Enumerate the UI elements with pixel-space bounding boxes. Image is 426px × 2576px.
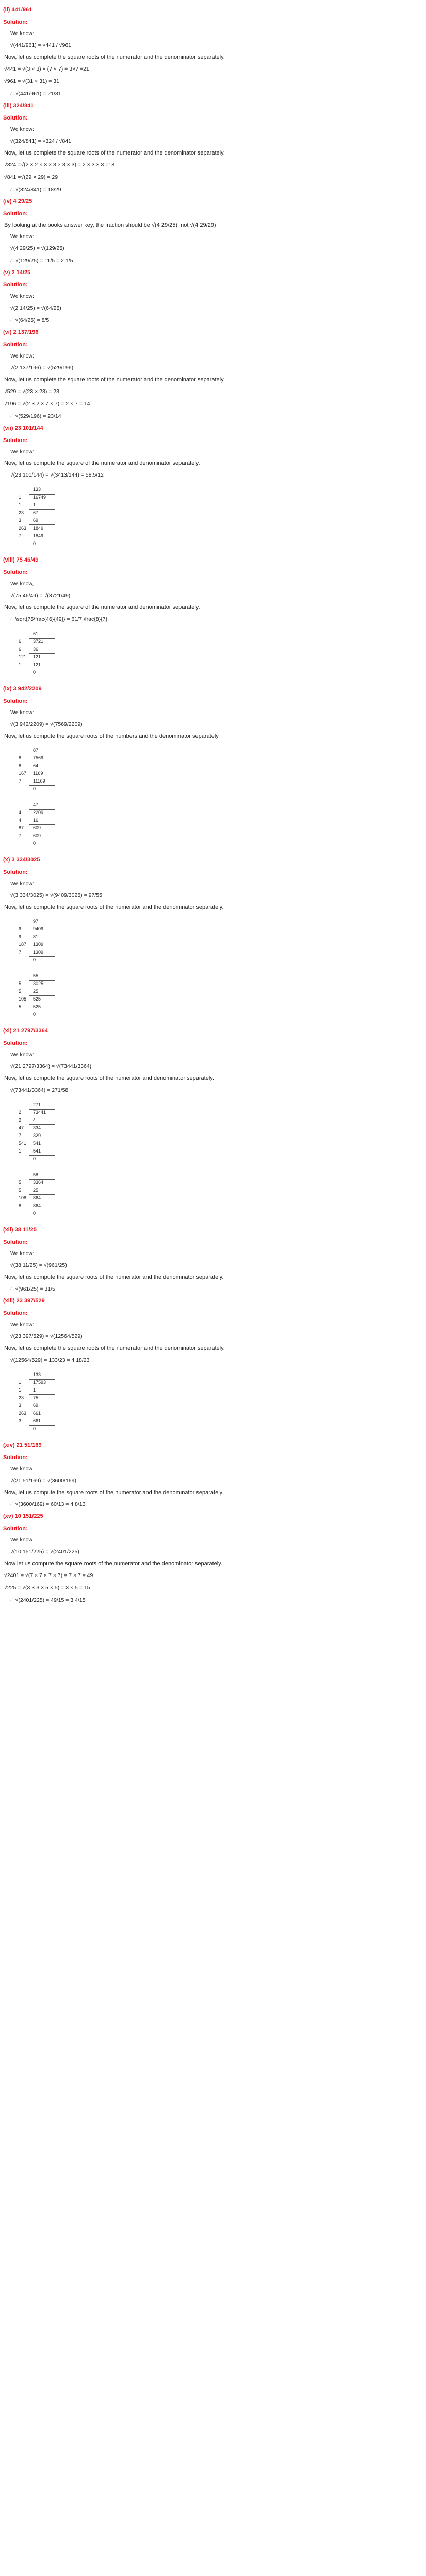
- math-step: √(12564/529) = 133/23 = 4 18/23: [10, 1357, 90, 1363]
- solution-heading: Solution:: [3, 342, 28, 348]
- section-ii: [3, 6, 421, 98]
- division-work-value: 864: [33, 1195, 41, 1200]
- question-label: (ii) 441/961: [3, 7, 32, 13]
- intro-text: Now, let us compute the square roots of the numerator and the denominator separately.: [4, 904, 224, 910]
- math-result: ∴ √(961/25) = 31/5: [10, 1286, 55, 1292]
- solution-heading: Solution:: [3, 1310, 28, 1316]
- math-step: √(4 29/25) = √(129/25): [10, 245, 64, 251]
- division-divisor: 47: [19, 1125, 24, 1130]
- division-divisor: 541: [19, 1141, 27, 1146]
- we-know-text: We know,: [10, 581, 34, 587]
- section-iv: [3, 198, 421, 265]
- division-divisor: 7: [19, 533, 22, 538]
- question-label: (vi) 2 137/196: [3, 329, 39, 335]
- division-step-line: [29, 1194, 55, 1195]
- division-quotient: 58: [33, 1172, 39, 1177]
- math-result: ∴ √(441/961) = 21/31: [10, 91, 61, 97]
- we-know-text: We know:: [10, 1052, 34, 1058]
- division-divisor: 2: [19, 1117, 22, 1123]
- math-step: √(441/961) = √441 / √961: [10, 42, 71, 48]
- division-divisor: 1: [19, 1387, 22, 1393]
- division-divisor: 4: [19, 810, 22, 815]
- division-dividend: 7569: [33, 755, 44, 760]
- solution-heading: Solution:: [3, 211, 28, 217]
- section-xiv: [3, 1442, 421, 1509]
- division-divisor: 7: [19, 833, 22, 838]
- division-work-value: 69: [33, 1403, 39, 1408]
- math-step: √(73441/3364) = 271/58: [10, 1087, 69, 1093]
- division-quotient: 97: [33, 919, 39, 924]
- division-divisor: 7: [19, 778, 22, 784]
- division-quotient: 61: [33, 631, 39, 636]
- division-dividend: 9409: [33, 926, 44, 931]
- solution-heading: Solution:: [3, 1526, 28, 1532]
- math-step: √(21 51/169) = √(3600/169): [10, 1478, 76, 1484]
- division-divisor: 108: [19, 1195, 27, 1200]
- division-work-value: 0: [33, 1211, 36, 1216]
- question-label: (xiii) 23 397/529: [3, 1298, 45, 1304]
- question-label: (xv) 10 151/225: [3, 1513, 43, 1519]
- intro-text: Now, let us complete the square roots of the numerator and the denominator separately.: [4, 377, 225, 383]
- section-ix: [3, 685, 421, 853]
- intro-text: Now, let us compute the square roots of the numerator and the denominator separately.: [4, 1274, 224, 1280]
- division-divisor: 87: [19, 825, 24, 831]
- division-divisor: 7: [19, 1133, 22, 1138]
- we-know-text: We know:: [10, 293, 34, 299]
- section-x: [3, 856, 421, 1024]
- solution-heading: Solution:: [3, 698, 28, 704]
- division-work-value: 64: [33, 763, 39, 768]
- division-divisor: 3: [19, 518, 22, 523]
- division-work-value: 69: [33, 518, 39, 523]
- division-quotient: 47: [33, 802, 39, 807]
- intro-text: Now, let us compute the square roots of the numerator and the denominator separately.: [4, 1489, 224, 1496]
- division-work-value: 0: [33, 541, 36, 546]
- division-work-value: 25: [33, 1188, 39, 1193]
- division-work-value: 16: [33, 818, 39, 823]
- solution-heading: Solution:: [3, 115, 28, 121]
- division-step-line: [29, 524, 55, 525]
- division-quotient: 133: [33, 1372, 41, 1377]
- long-division-numerator: [18, 1103, 74, 1161]
- question-label: (ix) 3 942/2209: [3, 686, 42, 692]
- we-know-text: We know:: [10, 1321, 34, 1328]
- we-know-text: We know:: [10, 30, 34, 37]
- division-work-value: 329: [33, 1133, 41, 1138]
- math-line: √441 = √(3 × 3) × (7 × 7) = 3×7 =21: [4, 66, 89, 72]
- division-quotient: 55: [33, 973, 39, 978]
- division-divisor: 8: [19, 1203, 22, 1208]
- math-step: √(3 334/3025) = √(9409/3025) = 97/55: [10, 892, 102, 899]
- division-work-value: 1309: [33, 950, 44, 955]
- division-step-line: [29, 1425, 55, 1426]
- division-divisor: 3: [19, 1403, 22, 1408]
- division-work-value: 1: [33, 502, 36, 507]
- question-label: (viii) 75 46/49: [3, 557, 39, 563]
- division-divisor: 3: [19, 1418, 22, 1423]
- math-result: ∴ \sqrt{75\frac{46}{49}} = 61/7 \frac{8}{7}: [10, 616, 107, 622]
- intro-text: Now, let us compute the square of the numerator and denominator separately.: [4, 460, 200, 466]
- math-line: √961 = √(31 × 31) = 31: [4, 78, 59, 84]
- division-divisor: 5: [19, 1004, 22, 1009]
- division-step-line: [29, 995, 55, 996]
- solution-heading: Solution:: [3, 1239, 28, 1245]
- we-know-text: We know: [10, 1466, 32, 1472]
- intro-text: Now, let us compute the square roots of the numbers and the denominator separately.: [4, 733, 220, 739]
- division-step-line: [29, 509, 55, 510]
- division-work-value: 4: [33, 1117, 36, 1123]
- division-work-value: 36: [33, 647, 39, 652]
- division-divisor: 8: [19, 763, 22, 768]
- division-step-line: [29, 785, 55, 786]
- long-division-numerator: [18, 748, 74, 791]
- division-step-line: [29, 824, 55, 825]
- division-divisor: 1: [19, 1148, 22, 1154]
- long-division-denominator: [18, 803, 74, 845]
- question-label: (xiv) 21 51/169: [3, 1442, 42, 1448]
- division-work-value: 864: [33, 1203, 41, 1208]
- division-quotient: 87: [33, 748, 39, 753]
- division-dividend: 3721: [33, 639, 44, 644]
- division-divisor: 8: [19, 755, 22, 760]
- solution-heading: Solution:: [3, 869, 28, 875]
- division-divisor: 5: [19, 989, 22, 994]
- math-line: √225 = √(3 × 3 × 5 × 5) = 3 × 5 = 15: [4, 1585, 90, 1591]
- intro-text: By looking at the books answer key, the fraction should be √(4 29/25), not √(4 29/29): [4, 222, 216, 228]
- division-work-value: 525: [33, 1004, 41, 1009]
- division-work-value: 661: [33, 1411, 41, 1416]
- we-know-text: We know:: [10, 709, 34, 716]
- division-step-line: [29, 1394, 55, 1395]
- math-result: ∴ √(129/25) = 11/5 = 2 1/5: [10, 258, 73, 264]
- intro-text: Now let us compute the square roots of the numerator and the denominator separately.: [4, 1561, 222, 1567]
- question-label: (iv) 4 29/25: [3, 198, 32, 205]
- math-result: ∴ √(64/25) = 8/5: [10, 317, 50, 324]
- section-iii: [3, 102, 421, 194]
- division-work-value: 525: [33, 996, 41, 1002]
- division-step-line: [29, 1155, 55, 1156]
- we-know-text: We know:: [10, 880, 34, 887]
- we-know-text: We know:: [10, 1250, 34, 1257]
- section-xiii: [3, 1297, 421, 1438]
- division-work-value: 609: [33, 833, 41, 838]
- math-step: √(23 101/144) = √(3413/144) = 58.5/12: [10, 472, 104, 478]
- division-step-line: [29, 653, 55, 654]
- division-work-value: 661: [33, 1418, 41, 1423]
- division-divisor: 4: [19, 818, 22, 823]
- intro-text: Now, let us complete the square roots of the numerator and the denominator separately.: [4, 150, 225, 156]
- division-divisor: 1: [19, 495, 22, 500]
- we-know-text: We know: [10, 1537, 32, 1543]
- we-know-text: We know:: [10, 126, 34, 132]
- question-label: (v) 2 14/25: [3, 269, 31, 276]
- division-divisor: 9: [19, 934, 22, 939]
- division-quotient: 133: [33, 487, 41, 492]
- section-vi: [3, 329, 421, 420]
- division-work-value: 1309: [33, 942, 44, 947]
- division-work-value: 1849: [33, 533, 44, 538]
- we-know-text: We know:: [10, 449, 34, 455]
- intro-text: Now, let us complete the square roots of the numerator and the denominator separately.: [4, 1345, 225, 1351]
- division-divisor: 1: [19, 502, 22, 507]
- intro-text: Now, let us compute the square roots of the numerator and denominator separately.: [4, 1075, 215, 1081]
- math-result: ∴ √(324/841) = 18/29: [10, 187, 61, 193]
- we-know-text: We know:: [10, 353, 34, 359]
- division-divisor: 23: [19, 510, 24, 515]
- division-divisor: 5: [19, 981, 22, 986]
- math-line: √324 =√(2 × 2 × 3 × 3 × 3 × 3) = 2 × 3 × 3 =18: [4, 162, 115, 168]
- division-work-value: 0: [33, 670, 36, 675]
- division-divisor: 121: [19, 654, 27, 659]
- section-xv: [3, 1513, 421, 1604]
- division-divisor: 167: [19, 771, 27, 776]
- division-work-value: 25: [33, 989, 39, 994]
- division-work-value: 67: [33, 510, 39, 515]
- division-divisor: 7: [19, 950, 22, 955]
- section-vii: [3, 425, 421, 553]
- division-divisor: 6: [19, 647, 22, 652]
- division-work-value: 0: [33, 841, 36, 846]
- division-dividend: 2209: [33, 810, 44, 815]
- math-step: √(2 14/25) = √(64/25): [10, 305, 61, 311]
- we-know-text: We know:: [10, 233, 34, 240]
- division-divisor: 9: [19, 926, 22, 931]
- long-division: [18, 632, 74, 674]
- division-dividend: 16749: [33, 495, 46, 500]
- question-label: (x) 3 334/3025: [3, 857, 40, 863]
- question-label: (xi) 21 2797/3364: [3, 1028, 48, 1034]
- division-work-value: 1849: [33, 526, 44, 531]
- math-step: √(324/841) = √324 / √841: [10, 138, 71, 144]
- math-step: √(3 942/2209) = √(7569/2209): [10, 721, 83, 727]
- division-work-value: 0: [33, 957, 36, 962]
- solution-heading: Solution:: [3, 282, 28, 288]
- division-work-value: 121: [33, 662, 41, 667]
- division-work-value: 75: [33, 1395, 39, 1400]
- section-xii: [3, 1226, 421, 1293]
- question-label: (iii) 324/841: [3, 103, 34, 109]
- math-step: √(2 137/196) = √(529/196): [10, 365, 74, 371]
- division-divisor: 6: [19, 639, 22, 644]
- division-step-line: [29, 1124, 55, 1125]
- question-label: (xii) 38 11/25: [3, 1227, 37, 1233]
- solution-heading: Solution:: [3, 1454, 28, 1461]
- long-division: [18, 487, 74, 546]
- division-step-line: [29, 956, 55, 957]
- math-line: √529 = √(23 × 23) = 23: [4, 388, 59, 395]
- long-division-numerator: [18, 919, 74, 962]
- division-work-value: 541: [33, 1141, 41, 1146]
- long-division-denominator: [18, 974, 74, 1016]
- division-divisor: 5: [19, 1188, 22, 1193]
- division-divisor: 263: [19, 1411, 27, 1416]
- division-work-value: 541: [33, 1148, 41, 1154]
- division-divisor: 23: [19, 1395, 24, 1400]
- math-step: √(75 46/49) = √(3721/49): [10, 592, 71, 599]
- division-work-value: 11169: [33, 778, 45, 784]
- intro-text: Now, let us complete the square roots of the numerator and the denominator separately.: [4, 54, 225, 60]
- solution-heading: Solution:: [3, 1040, 28, 1046]
- division-divisor: 263: [19, 526, 27, 531]
- division-divisor: 5: [19, 1180, 22, 1185]
- math-line: √841 =√(29 × 29) = 29: [4, 174, 58, 180]
- math-result: ∴ √(3600/169) = 60/13 = 4 8/13: [10, 1501, 86, 1507]
- division-divisor: 187: [19, 942, 27, 947]
- division-work-value: 0: [33, 1156, 36, 1161]
- long-division: [18, 1372, 74, 1431]
- division-quotient: 271: [33, 1102, 41, 1107]
- math-line: √196 = √(2 × 2 × 7 × 7) = 2 × 7 = 14: [4, 401, 90, 407]
- division-work-value: 1: [33, 1387, 36, 1393]
- division-work-value: 609: [33, 825, 41, 831]
- math-result: ∴ √(529/196) = 23/14: [10, 413, 61, 419]
- division-work-value: 0: [33, 1012, 36, 1017]
- section-xi: [3, 1027, 421, 1223]
- math-line: √2401 = √(7 × 7 × 7 × 7) = 7 × 7 = 49: [4, 1572, 93, 1579]
- intro-text: Now, let us compute the square of the numerator and denominator separately.: [4, 604, 200, 611]
- division-work-value: 1169: [33, 771, 43, 776]
- section-viii: [3, 556, 421, 682]
- division-work-value: 334: [33, 1125, 41, 1130]
- division-dividend: 3364: [33, 1180, 44, 1185]
- division-work-value: 0: [33, 786, 36, 791]
- solution-heading: Solution:: [3, 569, 28, 575]
- question-label: (vii) 23 101/144: [3, 425, 43, 431]
- math-step: √(38 11/25) = √(961/25): [10, 1262, 67, 1268]
- division-divisor: 1: [19, 662, 22, 667]
- division-dividend: 73441: [33, 1110, 46, 1115]
- division-work-value: 121: [33, 654, 41, 659]
- solution-heading: Solution:: [3, 437, 28, 444]
- division-divisor: 2: [19, 1110, 22, 1115]
- division-divisor: 105: [19, 996, 27, 1002]
- math-step: √(23 397/529) = √(12564/529): [10, 1333, 83, 1340]
- section-v: [3, 269, 421, 325]
- division-dividend: 17593: [33, 1380, 46, 1385]
- division-work-value: 81: [33, 934, 39, 939]
- math-result: ∴ √(2401/225) = 49/15 = 3 4/15: [10, 1597, 86, 1603]
- division-divisor: 1: [19, 1380, 22, 1385]
- division-dividend: 3025: [33, 981, 44, 986]
- division-work-value: 0: [33, 1426, 36, 1431]
- math-step: √(21 2797/3364) = √(73441/3364): [10, 1063, 92, 1070]
- math-step: √(10 151/225) = √(2401/225): [10, 1549, 79, 1555]
- long-division-denominator: [18, 1173, 74, 1215]
- solution-heading: Solution:: [3, 19, 28, 25]
